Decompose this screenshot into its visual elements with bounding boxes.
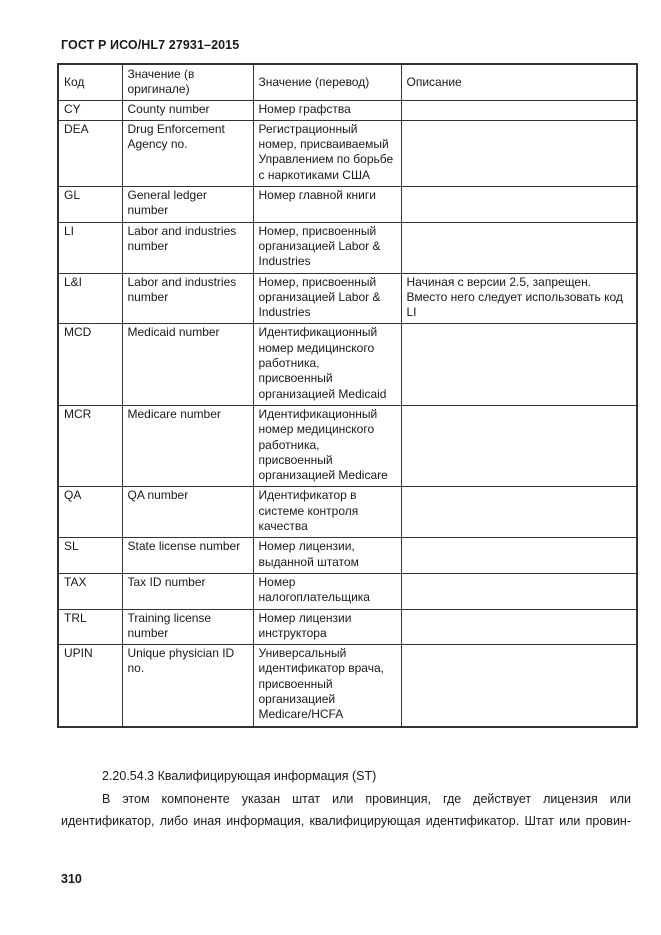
cell-description: Начиная с версии 2.5, запрещен. Вместо него следует использовать код LI: [401, 273, 637, 324]
cell-code: L&I: [58, 273, 122, 324]
cell-description: [401, 100, 637, 120]
cell-translation: Идентификационный номер медицинского работника, присвоенный организацией Medicaid: [253, 324, 401, 405]
column-header-original: Значение (в оригинале): [122, 64, 253, 100]
table-row: [58, 222, 637, 273]
table-row: [58, 645, 637, 727]
page-number: 310: [61, 872, 82, 886]
cell-original: General ledger number: [122, 187, 253, 223]
cell-original: Medicare number: [122, 405, 253, 486]
table-header-row: [58, 64, 637, 100]
cell-translation: Номер графства: [253, 100, 401, 120]
cell-original: Tax ID number: [122, 573, 253, 609]
table-row: [58, 609, 637, 645]
cell-description: [401, 538, 637, 574]
column-header-translation: Значение (перевод): [253, 64, 401, 100]
column-header-description: Описание: [401, 64, 637, 100]
cell-code: TRL: [58, 609, 122, 645]
table-row: [58, 100, 637, 120]
cell-description: [401, 609, 637, 645]
table-row: [58, 487, 637, 538]
section-heading: 2.20.54.3 Квалифицирующая информация (ST): [102, 769, 377, 783]
cell-description: [401, 487, 637, 538]
code-table: [57, 63, 638, 728]
cell-description: [401, 222, 637, 273]
cell-code: SL: [58, 538, 122, 574]
cell-description: [401, 405, 637, 486]
cell-translation: Номер лицензии, выданной штатом: [253, 538, 401, 574]
table-row: [58, 273, 637, 324]
cell-translation: Идентификационный номер медицинского работника, присвоенный организацией Medicare: [253, 405, 401, 486]
cell-code: MCR: [58, 405, 122, 486]
document-header: ГОСТ Р ИСО/HL7 27931–2015: [61, 38, 240, 52]
cell-code: TAX: [58, 573, 122, 609]
cell-code: GL: [58, 187, 122, 223]
section-paragraph: В этом компоненте указан штат или провинция, где действует лицензия или идентификатор, либо иная информация, квалифицирующая идентификатор. Штат или провин-: [61, 792, 631, 828]
cell-translation: Номер лицензии инструктора: [253, 609, 401, 645]
cell-description: [401, 120, 637, 186]
cell-translation: Номер, присвоенный организацией Labor & Industries: [253, 273, 401, 324]
table-row: [58, 120, 637, 186]
cell-code: UPIN: [58, 645, 122, 727]
table-row: [58, 405, 637, 486]
cell-translation: Универсальный идентификатор врача, присвоенный организацией Medicare/HCFA: [253, 645, 401, 727]
table-row: [58, 573, 637, 609]
cell-translation: Номер налогоплательщика: [253, 573, 401, 609]
cell-code: DEA: [58, 120, 122, 186]
table-row: [58, 324, 637, 405]
cell-original: State license number: [122, 538, 253, 574]
cell-original: Training license number: [122, 609, 253, 645]
cell-code: MCD: [58, 324, 122, 405]
cell-original: Medicaid number: [122, 324, 253, 405]
cell-code: CY: [58, 100, 122, 120]
cell-code: QA: [58, 487, 122, 538]
cell-description: [401, 324, 637, 405]
cell-original: Labor and industries number: [122, 273, 253, 324]
cell-description: [401, 645, 637, 727]
cell-original: Unique physician ID no.: [122, 645, 253, 727]
table-row: [58, 187, 637, 223]
cell-translation: Номер главной книги: [253, 187, 401, 223]
cell-code: LI: [58, 222, 122, 273]
cell-original: Labor and industries number: [122, 222, 253, 273]
cell-translation: Регистрационный номер, присваиваемый Управлением по борьбе с наркотиками США: [253, 120, 401, 186]
cell-translation: Идентификатор в системе контроля качества: [253, 487, 401, 538]
cell-description: [401, 573, 637, 609]
cell-description: [401, 187, 637, 223]
cell-translation: Номер, присвоенный организацией Labor & Industries: [253, 222, 401, 273]
cell-original: County number: [122, 100, 253, 120]
table-row: [58, 538, 637, 574]
cell-original: Drug Enforcement Agency no.: [122, 120, 253, 186]
column-header-code: Код: [58, 64, 122, 100]
cell-original: QA number: [122, 487, 253, 538]
